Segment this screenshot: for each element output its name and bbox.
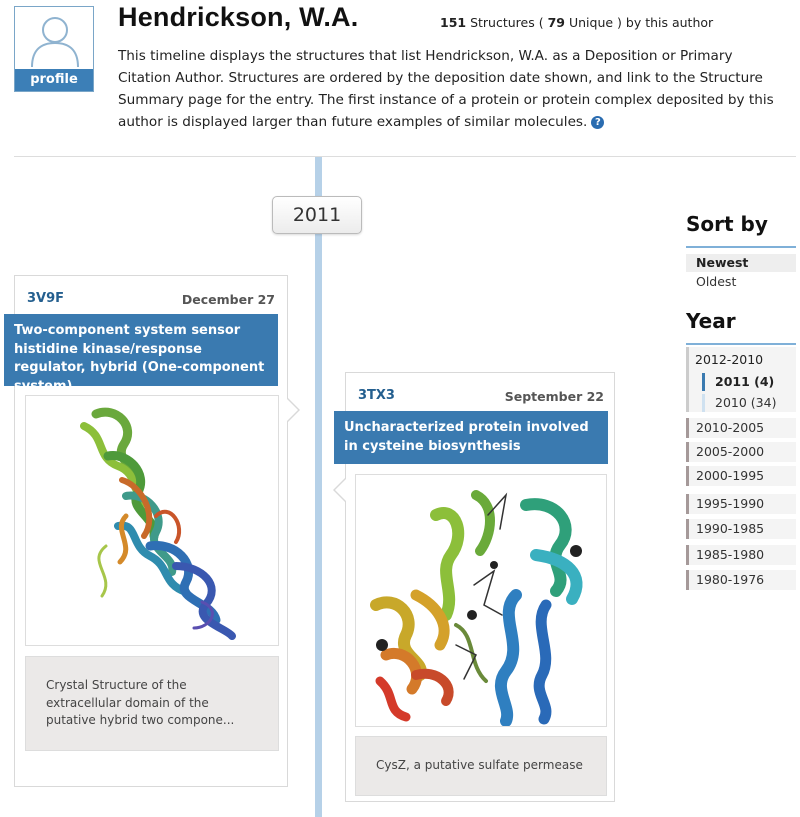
protein-ribbon-image [356,475,606,726]
unique-label: Unique ) by this author [568,15,714,30]
structure-image[interactable] [25,395,279,646]
range-2000-1995[interactable]: 2000-1995 [686,466,796,486]
structure-title[interactable]: Two-component system sensor histidine kinase/response regulator, hybrid (One-component system) [4,314,278,386]
year-2010[interactable]: 2010 (34) [702,394,776,412]
range-2005-2000[interactable]: 2005-2000 [686,442,796,462]
author-name: Hendrickson, W.A. [118,2,359,32]
sort-option-newest[interactable]: Newest [686,254,796,272]
structures-label: Structures ( [470,15,544,30]
header-divider [14,156,796,157]
profile-avatar-button[interactable] [14,6,94,92]
sort-divider [686,246,796,248]
structure-description: Crystal Structure of the extracellular domain of the putative hybrid two compone... [25,656,279,751]
sort-by-heading: Sort by [686,212,768,236]
deposition-date: September 22 [504,389,604,404]
range-1985-1980[interactable]: 1985-1980 [686,545,796,565]
structures-count: 151 [440,15,467,30]
structure-id-link[interactable]: 3V9F [27,291,65,306]
person-icon [28,13,82,69]
card-pointer-right [288,398,300,422]
intro-text: This timeline displays the structures that list Hendrickson, W.A. as a Deposition or Primary Citation Author. Structures are ordered by the deposition date shown, and link to the Structure Summary page for the entry. The first instance of a protein or protein complex deposited by this author is displayed larger than future examples of similar molecules. [118,48,774,130]
unique-count: 79 [547,15,565,30]
range-1980-1976[interactable]: 1980-1976 [686,570,796,590]
structure-image[interactable] [355,474,607,727]
structure-card-3v9f[interactable] [14,275,288,787]
year-2011[interactable]: 2011 (4) [702,373,774,391]
range-1995-1990[interactable]: 1995-1990 [686,494,796,514]
structure-id-link[interactable]: 3TX3 [358,388,395,403]
range-1990-1985[interactable]: 1990-1985 [686,519,796,539]
sort-option-oldest[interactable]: Oldest [696,274,737,289]
author-stats [440,15,713,30]
year-heading: Year [686,309,736,333]
structure-card-3tx3[interactable] [345,372,615,802]
structure-title[interactable]: Uncharacterized protein involved in cysteine biosynthesis [334,411,608,464]
range-2012-2010[interactable]: 2012-2010 [695,352,764,367]
profile-label: profile [15,69,93,91]
intro-paragraph [118,45,786,133]
help-icon[interactable]: ? [591,116,604,129]
deposition-date: December 27 [181,292,275,307]
card-pointer-left [333,478,345,502]
year-badge[interactable]: 2011 [272,196,362,234]
structure-description: CysZ, a putative sulfate permease [355,736,607,796]
year-divider [686,343,796,345]
range-2010-2005[interactable]: 2010-2005 [686,418,796,438]
timeline-spine [315,157,322,817]
protein-ribbon-image [26,396,278,645]
